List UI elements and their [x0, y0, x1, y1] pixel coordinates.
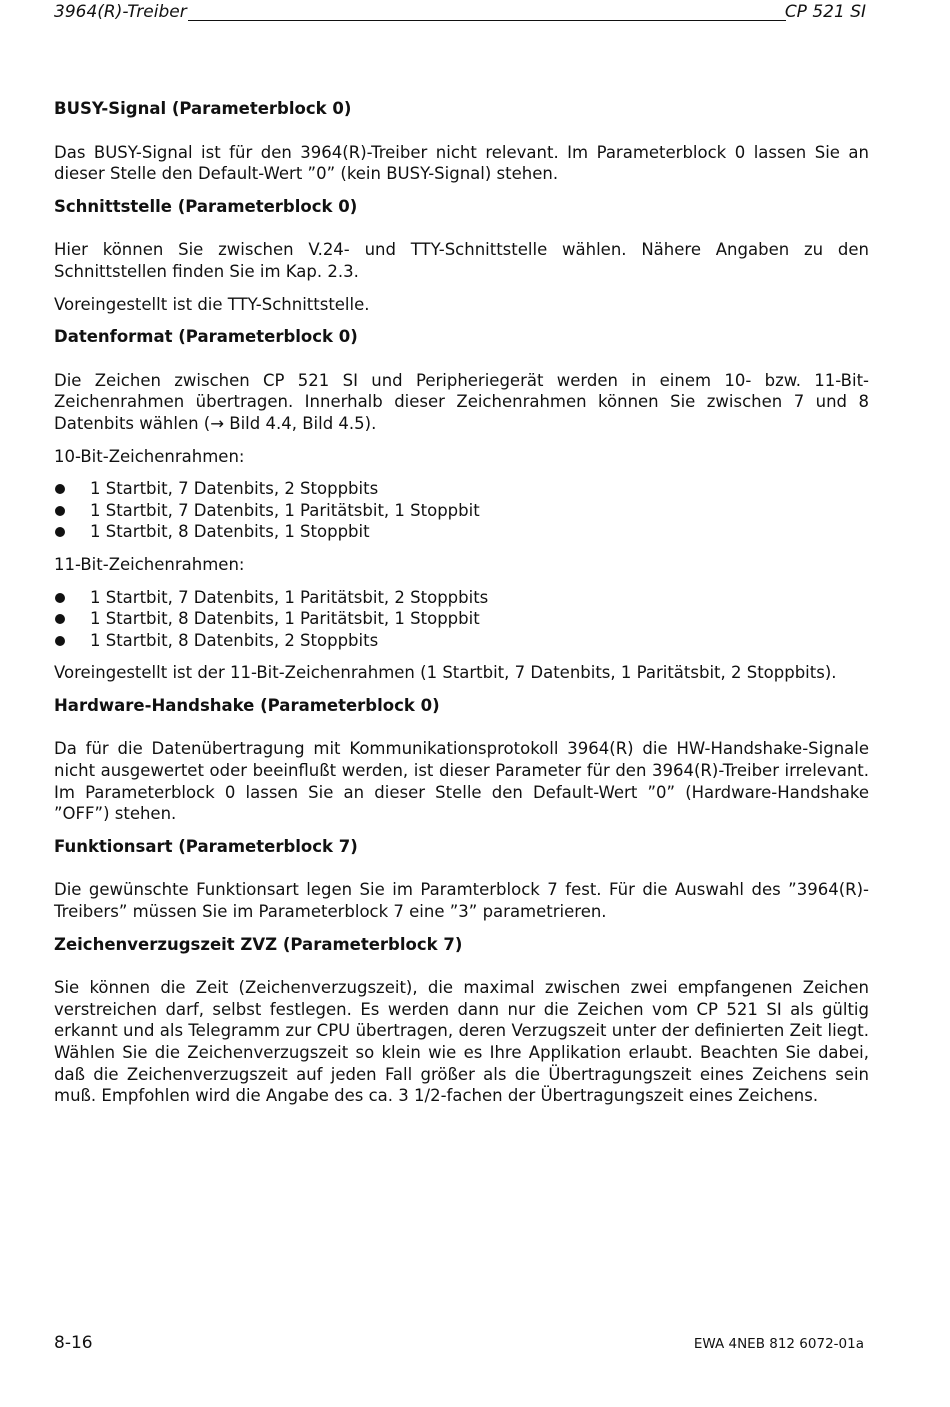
paragraph: Die Zeichen zwischen CP 521 SI und Peripheriegerät werden in einem 10- bzw. 11-Bit-Zeichenrahmen übertragen. Innerhalb dieser Zeichenrahmen können Sie zwischen 7 und 8 Datenbits wählen (→ Bild 4.4, Bild 4.5).	[54, 370, 869, 433]
section-datenformat	[54, 326, 869, 684]
bullet-list-11-bit	[54, 587, 869, 652]
section-schnittstelle	[54, 196, 869, 315]
bullet-icon	[55, 593, 65, 603]
section-funktionsart	[54, 836, 869, 923]
page-header	[54, 0, 866, 24]
list-item-text: 1 Startbit, 7 Datenbits, 2 Stoppbits	[90, 479, 379, 499]
section-heading: Datenformat (Parameterblock 0)	[54, 327, 358, 347]
document-body	[54, 98, 869, 1118]
list-item	[54, 608, 869, 630]
section-hardware-handshake	[54, 695, 869, 825]
section-heading: BUSY-Signal (Parameterblock 0)	[54, 99, 352, 118]
section-heading: Funktionsart (Parameterblock 7)	[54, 836, 358, 856]
paragraph: Die gewünschte Funktionsart legen Sie im Paramterblock 7 fest. Für die Auswahl des ”3964(R)-Treibers” müssen Sie im Parameterblock 7 eine ”3” parametrieren.	[54, 880, 869, 922]
section-zeichenverzugszeit	[54, 934, 869, 1107]
section-heading: Hardware-Handshake (Parameterblock 0)	[54, 695, 440, 715]
list-item-text: 1 Startbit, 8 Datenbits, 1 Stoppbit	[90, 522, 370, 542]
document-id: EWA 4NEB 812 6072-01a	[693, 1336, 864, 1352]
list-item-text: 1 Startbit, 7 Datenbits, 1 Paritätsbit, 1 Stoppbit	[90, 500, 480, 520]
list-item	[54, 478, 869, 500]
list-item	[54, 630, 869, 652]
list-label-10-bit: 10-Bit-Zeichenrahmen:	[54, 446, 245, 466]
paragraph: Sie können die Zeit (Zeichenverzugszeit), die maximal zwischen zwei empfangenen Zeichen verstreichen darf, selbst festlegen. Es werden dann nur die Zeichen vom CP 521 SI als gültig erkannt und als Telegramm zur CPU übertragen, deren Verzugszeit unter der definierten Zeit liegt. Wählen Sie die Zeichenverzugszeit so klein wie es Ihre Applikation erlaubt. Beachten Sie dabei, daß die Zeichenverzugszeit auf jeden Fall größer als die Übertragungszeit eines Zeichens sein muß. Empfohlen wird die Angabe des ca. 3 1/2-fachen der Übertragungszeit eines Zeichens.	[54, 978, 869, 1106]
header-product-name: CP 521 SI	[784, 2, 866, 22]
bullet-icon	[55, 484, 65, 494]
bullet-icon	[55, 527, 65, 537]
bullet-icon	[55, 506, 65, 516]
list-item-text: 1 Startbit, 8 Datenbits, 1 Paritätsbit, 1 Stoppbit	[90, 609, 480, 629]
list-label-11-bit: 11-Bit-Zeichenrahmen:	[54, 554, 245, 574]
paragraph: Das BUSY-Signal ist für den 3964(R)-Treiber nicht relevant. Im Parameterblock 0 lassen Sie an dieser Stelle den Default-Wert ”0” (kein BUSY-Signal) stehen.	[54, 142, 869, 184]
section-busy-signal	[54, 98, 869, 185]
paragraph: Voreingestellt ist die TTY-Schnittstelle.	[54, 294, 370, 314]
section-heading: Schnittstelle (Parameterblock 0)	[54, 196, 358, 216]
bullet-list-10-bit	[54, 478, 869, 543]
list-item	[54, 521, 869, 543]
bullet-icon	[55, 636, 65, 646]
list-item-text: 1 Startbit, 8 Datenbits, 2 Stoppbits	[90, 630, 379, 650]
header-chapter-title: 3964(R)-Treiber	[54, 2, 187, 22]
bullet-icon	[55, 614, 65, 624]
paragraph: Da für die Datenübertragung mit Kommunikationsprotokoll 3964(R) die HW-Handshake-Signale nicht ausgewertet oder beeinflußt werden, ist dieser Parameter für den 3964(R)-Treiber irrelevant. Im Parameterblock 0 lassen Sie an dieser Stelle den Default-Wert ”0” (Hardware-Handshake ”OFF”) stehen.	[54, 739, 869, 824]
page-number: 8-16	[54, 1333, 93, 1353]
list-item-text: 1 Startbit, 7 Datenbits, 1 Paritätsbit, 2 Stoppbits	[90, 587, 489, 607]
list-item	[54, 500, 869, 522]
paragraph: Hier können Sie zwischen V.24- und TTY-Schnittstelle wählen. Nähere Angaben zu den Schnittstellen finden Sie im Kap. 2.3.	[54, 240, 869, 281]
section-heading: Zeichenverzugszeit ZVZ (Parameterblock 7)	[54, 934, 463, 954]
list-item	[54, 587, 869, 609]
paragraph: Voreingestellt ist der 11-Bit-Zeichenrahmen (1 Startbit, 7 Datenbits, 1 Paritätsbit, 2 Stoppbits).	[54, 663, 837, 683]
header-rule	[188, 20, 786, 21]
